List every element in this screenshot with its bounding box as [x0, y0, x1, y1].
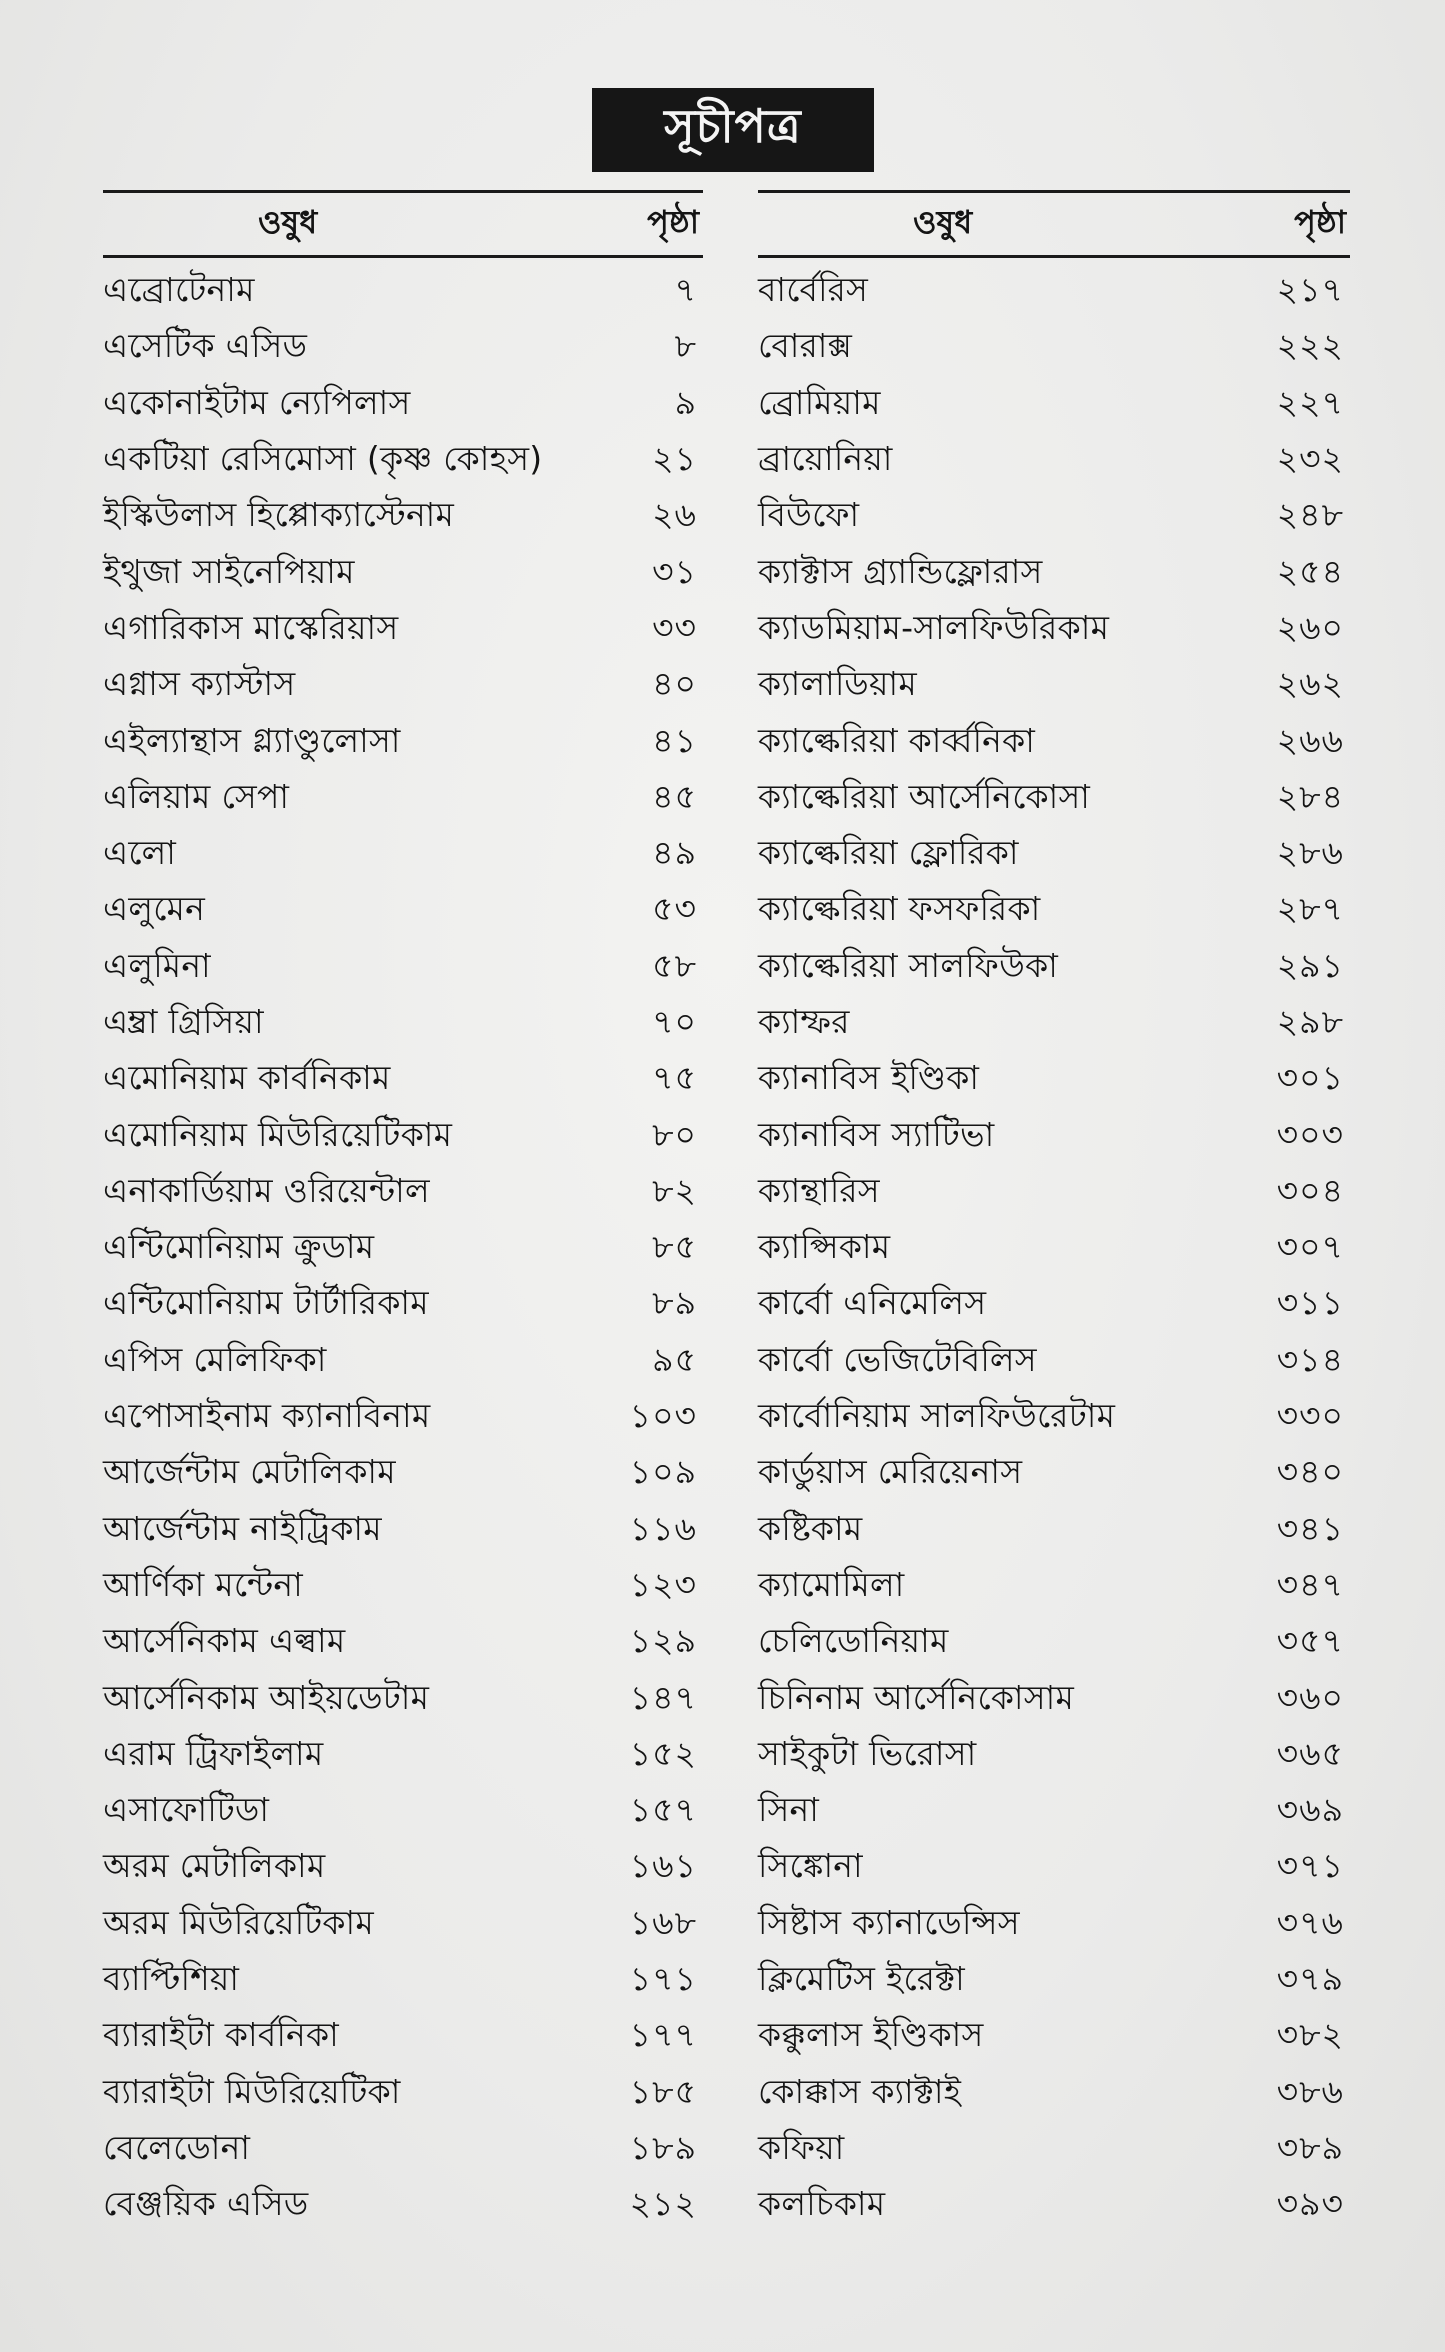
medicine-name: এমোনিয়াম কার্বনিকাম: [103, 1058, 391, 1098]
medicine-name: এপোসাইনাম ক্যানাবিনাম: [103, 1396, 431, 1436]
toc-entry: [103, 1728, 703, 1784]
column-header: [758, 193, 1350, 255]
toc-entry: [103, 1784, 703, 1840]
page-number: ৩০৪: [1276, 1170, 1344, 1210]
page-number: ৩১: [652, 551, 697, 591]
medicine-name: ক্যাল্কেরিয়া আর্সেনিকোসা: [758, 776, 1091, 816]
toc-entry: [758, 545, 1350, 601]
medicine-name: ব্যারাইটা কার্বনিকা: [103, 2015, 339, 2055]
page-number: ৩৬০: [1276, 1677, 1344, 1717]
medicine-name: ইথুজা সাইনেপিয়াম: [103, 551, 355, 591]
toc-entry: [103, 1671, 703, 1727]
toc-column-right: [758, 190, 1350, 2234]
toc-entry: [758, 771, 1350, 827]
page-number: ৩৯৩: [1276, 2184, 1344, 2224]
medicine-name: ক্যাল্কেরিয়া কার্ব্বনিকা: [758, 720, 1036, 760]
medicine-name: বেলেডোনা: [103, 2127, 251, 2167]
page-number: ৩৮৬: [1276, 2071, 1344, 2111]
medicine-name: ক্লিমেটিস ইরেক্টা: [758, 1959, 966, 1999]
medicine-name: সিঙ্কোনা: [758, 1846, 863, 1886]
page-number: ২৬০: [1276, 607, 1344, 647]
toc-entry: [103, 714, 703, 770]
page-number: ৩৪১: [1276, 1508, 1344, 1548]
page-number: ১৬১: [629, 1846, 697, 1886]
medicine-name: বিউফো: [758, 495, 860, 535]
page-number: ৫৮: [652, 945, 697, 985]
page-number: ২৯১: [1276, 945, 1344, 985]
header-rule-bottom: [758, 255, 1350, 258]
medicine-name: এন্টিমোনিয়াম ক্রুডাম: [103, 1227, 375, 1267]
medicine-name: এমোনিয়াম মিউরিয়েটিকাম: [103, 1114, 453, 1154]
toc-list: [758, 264, 1350, 2234]
toc-entry: [758, 2178, 1350, 2234]
medicine-name: একোনাইটাম ন্যেপিলাস: [103, 382, 411, 422]
page-number: ২২২: [1276, 326, 1344, 366]
toc-entry: [758, 489, 1350, 545]
page-number: ৩০৭: [1276, 1227, 1344, 1267]
page-number: ৩৪০: [1276, 1452, 1344, 1492]
medicine-name: বার্বেরিস: [758, 270, 869, 310]
medicine-name: এলুমেন: [103, 889, 206, 929]
page-number: ৩৬৫: [1276, 1733, 1344, 1773]
medicine-name: আর্সেনিকাম এল্বাম: [103, 1621, 346, 1661]
toc-entry: [103, 2122, 703, 2178]
medicine-name: ব্রায়োনিয়া: [758, 439, 893, 479]
page-number: ১০৯: [629, 1452, 697, 1492]
toc-entry: [103, 1277, 703, 1333]
page-number: ২৮৪: [1276, 776, 1344, 816]
page-number: ৩৫৭: [1276, 1621, 1344, 1661]
medicine-name: কার্বো এনিমেলিস: [758, 1283, 987, 1323]
toc-entry: [103, 545, 703, 601]
toc-entry: [103, 1559, 703, 1615]
medicine-name: আর্ণিকা মন্টেনা: [103, 1564, 303, 1604]
medicine-name: বোরাক্স: [758, 326, 853, 366]
medicine-name: এরাম ট্রিফাইলাম: [103, 1733, 324, 1773]
medicine-name: ক্যানাবিস স্যাটিভা: [758, 1114, 995, 1154]
toc-entry: [103, 883, 703, 939]
page-number: ২৪৮: [1276, 495, 1344, 535]
page-number: ৪৯: [652, 833, 697, 873]
toc-entry: [103, 1840, 703, 1896]
toc-entry: [103, 489, 703, 545]
toc-entry: [103, 2178, 703, 2234]
page-number: ৩৩: [652, 607, 697, 647]
medicine-name: কোক্কাস ক্যাক্টাই: [758, 2071, 962, 2111]
page-number: ১৪৭: [629, 1677, 697, 1717]
toc-entry: [758, 883, 1350, 939]
medicine-name: এগারিকাস মাস্কেরিয়াস: [103, 607, 399, 647]
page-number: ১২৩: [629, 1564, 697, 1604]
medicine-name: অরম মিউরিয়েটিকাম: [103, 1902, 375, 1942]
toc-entry: [103, 433, 703, 489]
page-number: ২৯৮: [1276, 1002, 1344, 1041]
medicine-name: ক্যাল্কেরিয়া ফসফরিকা: [758, 889, 1041, 929]
page-number: ১৮৫: [629, 2071, 697, 2111]
toc-entry: [758, 1221, 1350, 1277]
page-number: ২৬: [652, 495, 697, 535]
page-number: ১০৩: [629, 1396, 697, 1436]
toc-entry: [103, 320, 703, 376]
page-number: ২৮৭: [1276, 889, 1344, 929]
header-medicine: ওষুধ: [913, 203, 973, 241]
toc-entry: [103, 1446, 703, 1502]
toc-entry: [758, 1784, 1350, 1840]
toc-entry: [103, 264, 703, 320]
page-number: ২৫৪: [1276, 551, 1344, 591]
toc-entry: [758, 1559, 1350, 1615]
toc-entry: [758, 1108, 1350, 1164]
toc-entry: [103, 1334, 703, 1390]
toc-entry: [758, 2122, 1350, 2178]
toc-entry: [758, 1671, 1350, 1727]
page-number: ৩০৩: [1276, 1114, 1344, 1154]
toc-list: [103, 264, 703, 2234]
toc-entry: [758, 1165, 1350, 1221]
toc-entry: [758, 1840, 1350, 1896]
medicine-name: এম্ব্রা গ্রিসিয়া: [103, 1002, 264, 1041]
medicine-name: কলচিকাম: [758, 2184, 886, 2224]
toc-entry: [758, 2066, 1350, 2122]
toc-entry: [103, 996, 703, 1052]
page-number: ৭: [674, 270, 697, 310]
page-number: ২১: [652, 439, 697, 479]
medicine-name: ক্যামোমিলা: [758, 1564, 905, 1604]
medicine-name: ক্যালাডিয়াম: [758, 664, 917, 704]
toc-entry: [103, 1615, 703, 1671]
medicine-name: কার্বোনিয়াম সালফিউরেটাম: [758, 1396, 1116, 1436]
medicine-name: ইস্কিউলাস হিপ্পোক্যাস্টেনাম: [103, 495, 455, 535]
page-number: ৭০: [652, 1002, 697, 1041]
medicine-name: ব্যাপ্টিশিয়া: [103, 1959, 240, 1999]
page-number: ১২৯: [629, 1621, 697, 1661]
page-number: ৪৫: [652, 776, 697, 816]
medicine-name: ক্যাল্কেরিয়া সালফিউকা: [758, 945, 1059, 985]
toc-entry: [758, 602, 1350, 658]
medicine-name: আর্সেনিকাম আইয়ডেটাম: [103, 1677, 430, 1717]
medicine-name: সাইকুটা ভিরোসা: [758, 1733, 977, 1773]
medicine-name: ক্যানাবিস ইণ্ডিকা: [758, 1058, 980, 1098]
toc-entry: [758, 264, 1350, 320]
page-number: ১৫২: [629, 1733, 697, 1773]
toc-entry: [103, 1953, 703, 2009]
toc-entry: [758, 1446, 1350, 1502]
toc-entry: [758, 658, 1350, 714]
medicine-name: ক্যাডমিয়াম-সালফিউরিকাম: [758, 607, 1110, 647]
toc-column-left: [103, 190, 703, 2234]
page-number: ২৩২: [1276, 439, 1344, 479]
toc-entry: [103, 2009, 703, 2065]
medicine-name: ক্যান্থারিস: [758, 1170, 880, 1210]
toc-entry: [103, 1108, 703, 1164]
medicine-name: এপিস মেলিফিকা: [103, 1339, 327, 1379]
toc-entry: [103, 602, 703, 658]
medicine-name: চেলিডোনিয়াম: [758, 1621, 949, 1661]
medicine-name: এনাকার্ডিয়াম ওরিয়েন্টাল: [103, 1170, 430, 1210]
page-number: ৮০: [652, 1114, 697, 1154]
medicine-name: এগ্নাস ক্যাস্টাস: [103, 664, 296, 704]
page-number: ২১৭: [1276, 270, 1344, 310]
toc-entry: [758, 1503, 1350, 1559]
page-number: ৩৬৯: [1276, 1790, 1344, 1830]
toc-entry: [758, 1615, 1350, 1671]
page-number: ১৬৮: [629, 1902, 697, 1942]
header-medicine: ওষুধ: [258, 203, 318, 241]
toc-entry: [103, 1390, 703, 1446]
page-number: ১৭৭: [629, 2015, 697, 2055]
medicine-name: ক্যাক্টাস গ্র্যান্ডিফ্লোরাস: [758, 551, 1043, 591]
toc-entry: [103, 1165, 703, 1221]
page-number: ১৫৭: [629, 1790, 697, 1830]
toc-entry: [758, 1390, 1350, 1446]
header-page: পৃষ্ঠা: [1294, 203, 1346, 241]
page-number: ২৬২: [1276, 664, 1344, 704]
medicine-name: কফিয়া: [758, 2127, 845, 2167]
toc-entry: [758, 827, 1350, 883]
page-number: ৩৩০: [1276, 1396, 1344, 1436]
medicine-name: একটিয়া রেসিমোসা (কৃষ্ণ কোহস): [103, 439, 543, 479]
page-number: ২৮৬: [1276, 833, 1344, 873]
medicine-name: এইল্যান্থাস গ্ল্যাণ্ডুলোসা: [103, 720, 401, 760]
toc-entry: [103, 658, 703, 714]
toc-entry: [103, 771, 703, 827]
page-number: ৩০১: [1276, 1058, 1344, 1098]
page-number: ২৬৬: [1276, 720, 1344, 760]
toc-entry: [758, 714, 1350, 770]
medicine-name: ব্রোমিয়াম: [758, 382, 881, 422]
page-number: ৩৮২: [1276, 2015, 1344, 2055]
medicine-name: ক্যাম্ফর: [758, 1002, 850, 1041]
medicine-name: এন্টিমোনিয়াম টার্টারিকাম: [103, 1283, 429, 1323]
medicine-name: কষ্টিকাম: [758, 1508, 863, 1548]
page-number: ১৭১: [629, 1959, 697, 1999]
page-number: ৮২: [652, 1170, 697, 1210]
page-number: ৩১৪: [1276, 1339, 1344, 1379]
page-number: ৮৯: [652, 1283, 697, 1323]
page-number: ৫৩: [652, 889, 697, 929]
medicine-name: এলুমিনা: [103, 945, 211, 985]
toc-entry: [103, 1221, 703, 1277]
medicine-name: এসেটিক এসিড: [103, 326, 308, 366]
medicine-name: বেঞ্জয়িক এসিড: [103, 2184, 309, 2224]
medicine-name: এসাফোটিডা: [103, 1790, 270, 1830]
toc-entry: [758, 1897, 1350, 1953]
toc-entry: [758, 996, 1350, 1052]
toc-entry: [758, 1334, 1350, 1390]
page-number: ২১২: [629, 2184, 697, 2224]
medicine-name: এলো: [103, 833, 177, 873]
toc-entry: [758, 320, 1350, 376]
toc-entry: [758, 1728, 1350, 1784]
medicine-name: কার্ডুয়াস মেরিয়েনাস: [758, 1452, 1023, 1492]
toc-entry: [103, 2066, 703, 2122]
toc-entry: [758, 377, 1350, 433]
page-number: ৯৫: [652, 1339, 697, 1379]
page-number: ৮: [674, 326, 697, 366]
page-title: সূচীপত্র: [592, 88, 874, 172]
page-number: ১১৬: [629, 1508, 697, 1548]
toc-entry: [758, 1277, 1350, 1333]
page-number: ৪১: [652, 720, 697, 760]
header-rule-bottom: [103, 255, 703, 258]
page-number: ৩৮৯: [1276, 2127, 1344, 2167]
medicine-name: সিনা: [758, 1790, 820, 1830]
medicine-name: কক্কুলাস ইণ্ডিকাস: [758, 2015, 984, 2055]
page-number: ১৮৯: [629, 2127, 697, 2167]
toc-entry: [103, 377, 703, 433]
toc-entry: [103, 1503, 703, 1559]
medicine-name: আর্জেন্টাম মেটালিকাম: [103, 1452, 396, 1492]
toc-entry: [103, 1897, 703, 1953]
page-number: ৩৪৭: [1276, 1564, 1344, 1604]
page-number: ৯: [674, 382, 697, 422]
medicine-name: সিষ্টাস ক্যানাডেন্সিস: [758, 1902, 1020, 1942]
page-number: ২২৭: [1276, 382, 1344, 422]
page-number: ৪০: [652, 664, 697, 704]
header-page: পৃষ্ঠা: [647, 203, 699, 241]
page-number: ৭৫: [652, 1058, 697, 1098]
page-number: ৩৭৬: [1276, 1902, 1344, 1942]
toc-entry: [758, 2009, 1350, 2065]
toc-entry: [758, 940, 1350, 996]
toc-entry: [103, 940, 703, 996]
medicine-name: ব্যারাইটা মিউরিয়েটিকা: [103, 2071, 401, 2111]
medicine-name: চিনিনাম আর্সেনিকোসাম: [758, 1677, 1075, 1717]
medicine-name: ক্যাল্কেরিয়া ফ্লোরিকা: [758, 833, 1019, 873]
medicine-name: অরম মেটালিকাম: [103, 1846, 326, 1886]
page-number: ৩১১: [1276, 1283, 1344, 1323]
page-number: ৩৭৯: [1276, 1959, 1344, 1999]
medicine-name: আর্জেন্টাম নাইট্রিকাম: [103, 1508, 382, 1548]
medicine-name: কার্বো ভেজিটেবিলিস: [758, 1339, 1037, 1379]
medicine-name: এলিয়াম সেপা: [103, 776, 290, 816]
toc-entry: [758, 433, 1350, 489]
toc-entry: [103, 827, 703, 883]
toc-entry: [103, 1052, 703, 1108]
page-number: ৩৭১: [1276, 1846, 1344, 1886]
medicine-name: এব্রোটেনাম: [103, 270, 255, 310]
toc-entry: [758, 1953, 1350, 2009]
page-number: ৮৫: [652, 1227, 697, 1267]
medicine-name: ক্যাপ্সিকাম: [758, 1227, 891, 1267]
toc-entry: [758, 1052, 1350, 1108]
column-header: [103, 193, 703, 255]
